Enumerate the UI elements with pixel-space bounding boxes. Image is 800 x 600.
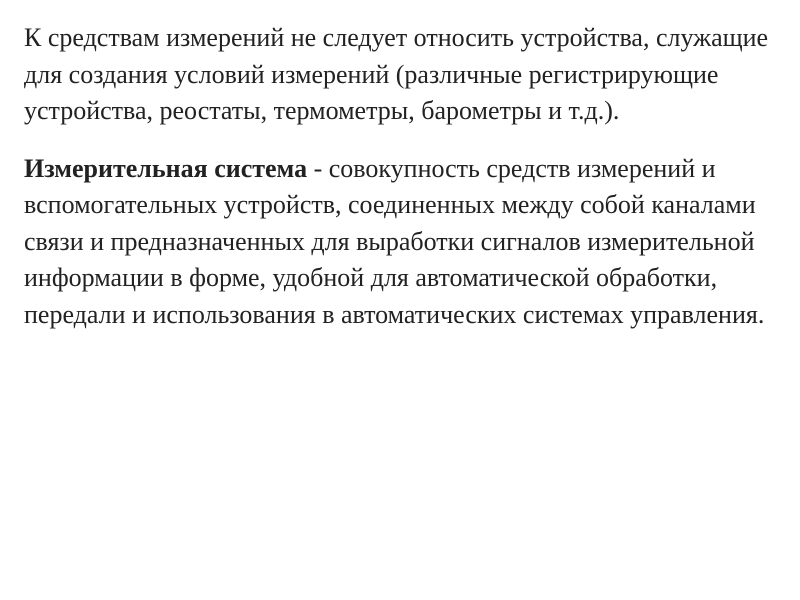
definition-paragraph: [24, 151, 776, 334]
exclusion-paragraph: К средствам измерений не следует относить устройства, служащие для создания условий измерений (различные регистрирующие устройства, реостаты, термометры, барометры и т.д.).: [24, 23, 769, 125]
defined-term: Измерительная система: [24, 153, 308, 183]
definition-text: - совокупность средств измерений и вспомогательных устройств, соединенных между собой каналами связи и предназначенных для выработки сигналов измерительной информации в форме, удобной для автоматической обработки, передали и использования в автоматических системах управления.: [24, 153, 765, 329]
